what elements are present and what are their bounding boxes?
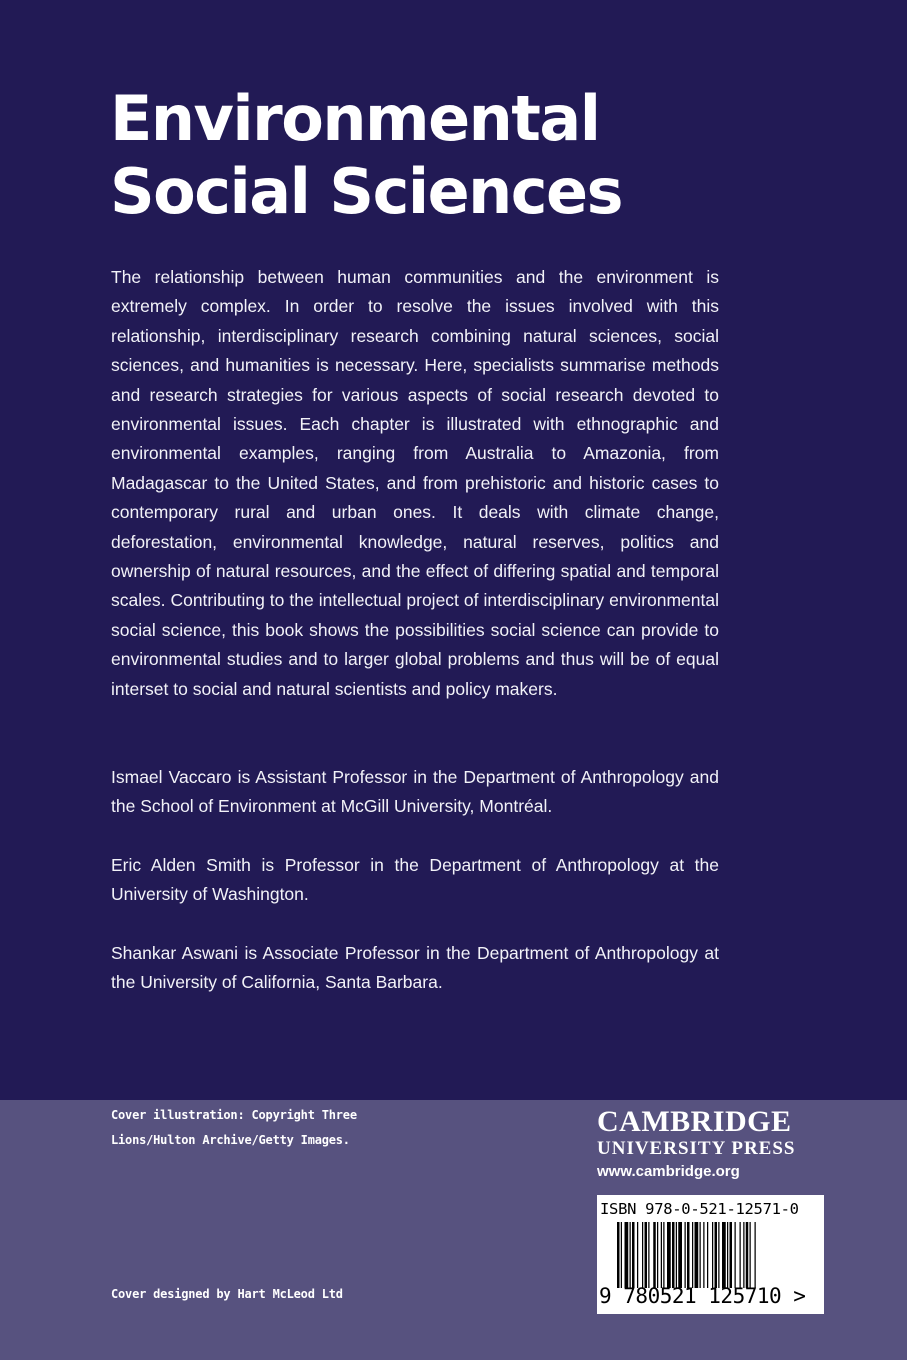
isbn-label: ISBN 978-0-521-12571-0 bbox=[600, 1200, 799, 1218]
barcode-bar bbox=[648, 1222, 649, 1288]
barcode-bar bbox=[663, 1222, 664, 1288]
publisher-logo bbox=[597, 1106, 827, 1183]
barcode-bar bbox=[630, 1222, 631, 1288]
barcode-bar bbox=[730, 1222, 733, 1288]
barcode-bar bbox=[676, 1222, 677, 1288]
barcode-digits: 9 780521 125710 > bbox=[599, 1284, 806, 1308]
barcode-bar bbox=[692, 1222, 693, 1288]
design-credit: Cover designed by Hart McLeod Ltd bbox=[111, 1287, 343, 1301]
barcode-bar bbox=[755, 1222, 756, 1288]
barcode-bar bbox=[703, 1222, 704, 1288]
barcode-bar bbox=[667, 1222, 671, 1288]
editor-bio-vaccaro: Ismael Vaccaro is Assistant Professor in the Department of Anthropology and the School of Environment at McGill University, Montréal. bbox=[111, 767, 719, 817]
book-title bbox=[110, 82, 622, 228]
barcode-bar bbox=[625, 1222, 629, 1288]
publisher-name: CAMBRIDGE bbox=[597, 1105, 792, 1138]
barcode-bar bbox=[621, 1222, 622, 1288]
isbn-barcode bbox=[597, 1195, 824, 1314]
barcode-bar bbox=[743, 1222, 744, 1288]
barcode-bar bbox=[687, 1222, 690, 1288]
barcode-bar bbox=[735, 1222, 736, 1288]
book-title-line1: Environmental bbox=[110, 82, 600, 155]
barcode-bar bbox=[700, 1222, 701, 1288]
barcode-bar bbox=[672, 1222, 675, 1288]
book-description: The relationship between human communities and the environment is extremely complex. In order to resolve the issues involved with this relationship, interdisciplinary research combining natural sciences, social sciences, and humanities is necessary. Here, specialists summarise methods and research strategies for various aspects of social research devoted to environmental issues. Each chapter is illustrated with ethnographic and environmental examples, ranging from Australia to Amazonia, from Madagascar to the United States, and from prehistoric and historic cases to contemporary rural and urban ones. It deals with climate change, deforestation, environmental knowledge, natural reserves, politics and ownership of natural resources, and the effect of differing spatial and temporal scales. Contributing to the intellectual project of interdisciplinary environmental social science, this book shows the possibilities social science can provide to environmental studies and to larger global problems and thus will be of equal interset to social and natural scientists and policy makers. bbox=[111, 267, 719, 699]
barcode-bar bbox=[645, 1222, 648, 1288]
barcode-bar bbox=[718, 1222, 719, 1288]
illustration-credit: Cover illustration: Copyright Three Lions/Hulton Archive/Getty Images. bbox=[111, 1108, 357, 1147]
barcode-bar bbox=[722, 1222, 726, 1288]
editor-bio-aswani: Shankar Aswani is Associate Professor in the Department of Anthropology at the University of California, Santa Barbara. bbox=[111, 943, 719, 993]
barcode-bar bbox=[653, 1222, 656, 1288]
barcode-bar bbox=[632, 1222, 635, 1288]
publisher-press: UNIVERSITY PRESS bbox=[597, 1138, 796, 1159]
barcode-bar bbox=[642, 1222, 643, 1288]
barcode-bar bbox=[727, 1222, 728, 1288]
barcode-bar bbox=[685, 1222, 686, 1288]
barcode-bar bbox=[657, 1222, 658, 1288]
barcode-bar bbox=[617, 1222, 620, 1288]
barcode-bar bbox=[715, 1222, 718, 1288]
editor-bio-smith: Eric Alden Smith is Professor in the Department of Anthropology at the University of Washington. bbox=[111, 855, 719, 905]
publisher-url: www.cambridge.org bbox=[597, 1163, 740, 1180]
barcode-bar bbox=[695, 1222, 699, 1288]
barcode-bar bbox=[707, 1222, 708, 1288]
barcode-bar bbox=[712, 1222, 713, 1288]
barcode-bar bbox=[746, 1222, 749, 1288]
barcode-bar bbox=[637, 1222, 638, 1288]
barcode-bar bbox=[661, 1222, 662, 1288]
book-title-line2: Social Sciences bbox=[110, 155, 622, 228]
barcode-bar bbox=[750, 1222, 751, 1288]
barcode-bars-icon bbox=[617, 1222, 813, 1288]
barcode-bar bbox=[740, 1222, 741, 1288]
barcode-bar bbox=[678, 1222, 682, 1288]
